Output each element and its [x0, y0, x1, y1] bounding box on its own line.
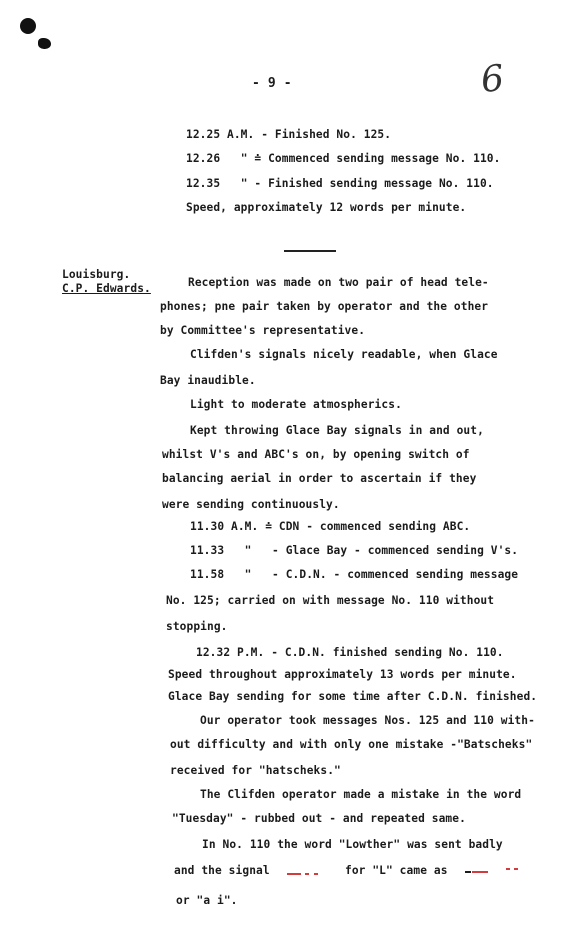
- morse-signal-received: [465, 871, 471, 873]
- text-line: received for "hatscheks.": [170, 764, 341, 777]
- text-line: and the signal: [174, 864, 270, 877]
- text-line: The Clifden operator made a mistake in the word: [200, 788, 522, 801]
- text-line: Bay inaudible.: [160, 374, 256, 387]
- text-line: Glace Bay sending for some time after C.D.N. finished.: [168, 690, 538, 703]
- section-divider: [284, 250, 336, 252]
- station-officer: C.P. Edwards.: [62, 282, 151, 295]
- morse-signal-sent: [287, 873, 301, 875]
- text-line: Kept throwing Glace Bay signals in and out,: [190, 424, 484, 437]
- text-line: or "a i".: [176, 894, 238, 907]
- morse-signal-received: [472, 871, 488, 873]
- text-line: out difficulty and with only one mistake -"Batscheks": [170, 738, 533, 751]
- text-line: by Committee's representative.: [160, 324, 366, 337]
- text-line: Reception was made on two pair of head tele-: [188, 276, 489, 289]
- ink-blot: [38, 38, 51, 49]
- text-line: In No. 110 the word "Lowther" was sent badly: [202, 838, 503, 851]
- ink-blot: [20, 18, 36, 34]
- text-line: phones; pne pair taken by operator and the other: [160, 300, 489, 313]
- morse-signal-received: [514, 868, 518, 870]
- text-line: Clifden's signals nicely readable, when Glace: [190, 348, 498, 361]
- text-line: "Tuesday" - rubbed out - and repeated same.: [172, 812, 466, 825]
- morse-signal-sent: [305, 873, 309, 875]
- text-line: Speed throughout approximately 13 words per minute.: [168, 668, 517, 681]
- morse-signal-received: [506, 868, 510, 870]
- page-number: - 9 -: [252, 76, 292, 91]
- log-line: 11.30 A.M. ≐ CDN - commenced sending ABC.: [190, 520, 471, 533]
- speed-line: Speed, approximately 12 words per minute.: [186, 201, 467, 214]
- text-line: were sending continuously.: [162, 498, 340, 511]
- handwritten-page-number: 6: [478, 57, 506, 102]
- station-name: Louisburg.: [62, 268, 131, 281]
- text-line: whilst V's and ABC's on, by opening switch of: [162, 448, 470, 461]
- text-line: Our operator took messages Nos. 125 and 110 with-: [200, 714, 535, 727]
- text-line: stopping.: [166, 620, 228, 633]
- text-line: balancing aerial in order to ascertain if they: [162, 472, 477, 485]
- morse-signal-sent: [314, 873, 318, 875]
- log-line: 11.33 " - Glace Bay - commenced sending V's.: [190, 544, 519, 557]
- text-line: for "L" came as: [345, 864, 448, 877]
- log-entry: 12.25 A.M. - Finished No. 125.: [186, 128, 392, 141]
- log-entry: 12.35 " - Finished sending message No. 110.: [186, 177, 494, 190]
- text-line: Light to moderate atmospherics.: [190, 398, 402, 411]
- log-line: 11.58 " - C.D.N. - commenced sending message: [190, 568, 519, 581]
- station-label: [62, 268, 151, 296]
- log-entry: 12.26 " ≐ Commenced sending message No. 110.: [186, 152, 501, 165]
- log-line: 12.32 P.M. - C.D.N. finished sending No. 110.: [196, 646, 504, 659]
- text-line: No. 125; carried on with message No. 110 without: [166, 594, 495, 607]
